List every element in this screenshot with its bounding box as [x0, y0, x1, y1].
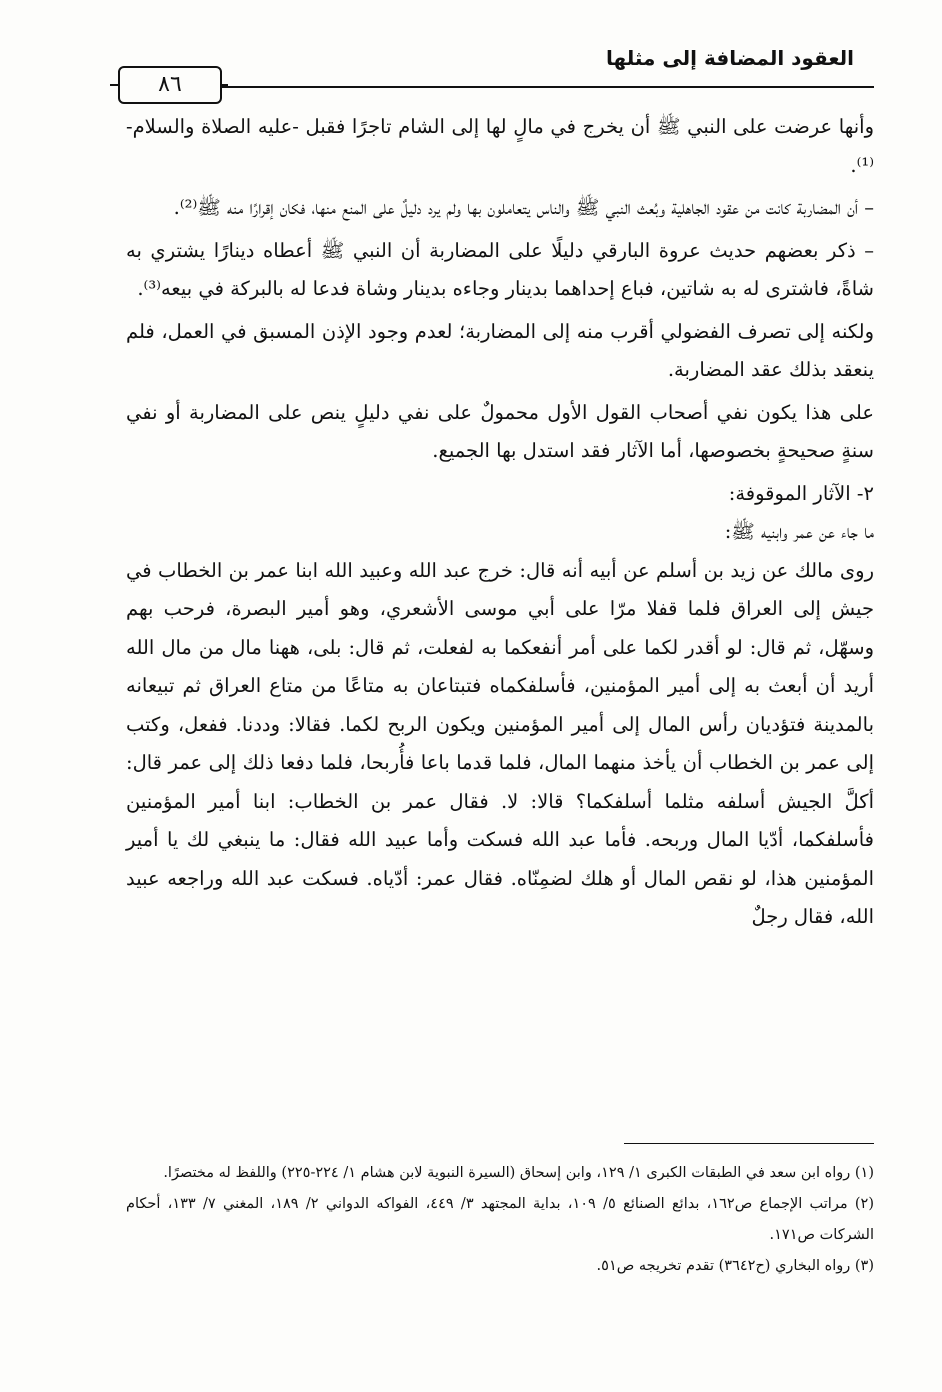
footnote: (٣) رواه البخاري (ح٣٦٤٢) تقدم تخريجه ص٥١. — [596, 1258, 874, 1274]
paragraph: روى مالك عن زيد بن أسلم عن أبيه أنه قال: خرج عبد الله وعبيد الله ابنا عمر بن الخطاب في جيش إلى العراق فلما قفلا مرّا على أبي موسى الأشعري، وهو أمير البصرة، فرحب بهم وسهّل، ثم قال: لو أقدر لكما على أمر أنفعكما به لفعلت، ثم قال: بلى، ههنا مال من مال الله أريد أن أبعث به إلى أمير المؤمنين، فأسلفكماه فتبتاعان به متاعًا من متاع العراق ثم تبيعانه بالمدينة فتؤديان رأس المال إلى أمير المؤمنين ويكون الربح لكما. فقالا: وددنا. ففعل، وكتب إلى عمر بن الخطاب أن يأخذ منهما المال، فلما قدما باعا فأُربحا، فلما دفعا ذلك إلى عمر قال: أكلَّ الجيش أسلفه مثلما أسلفكما؟ قالا: لا. فقال عمر بن الخطاب: ابنا أمير المؤمنين فأسلفكما، أدّيا المال وربحه. فأما عبد الله فسكت وأما عبيد الله فقال: ما ينبغي لك يا أمير المؤمنين هذا، لو نقص المال أو هلك لضمِنّاه. فقال عمر: أدّياه. فسكت عبد الله وراجعه عبيد الله، فقال رجلٌ — [126, 558, 874, 928]
paragraph: ولكنه إلى تصرف الفضولي أقرب منه إلى المضاربة؛ لعدم وجود الإذن المسبق في العمل، فلم ينعقد بذلك عقد المضاربة. — [126, 319, 874, 381]
page-number: ٨٦ — [118, 66, 222, 104]
subsection-heading: ما جاء عن عمر وابنيه ﷺ: — [724, 520, 874, 543]
paragraph: وأنها عرضت على النبي ﷺ أن يخرج في مالٍ لها إلى الشام تاجرًا فقبل -عليه الصلاة والسلام-⁽¹⁾. — [126, 115, 874, 177]
paragraph: على هذا يكون نفي أصحاب القول الأول محمولٌ على نفي دليلٍ ينص على المضاربة أو نفي سنةٍ صحيحةٍ بخصوصها، أما الآثار فقد استدل بها الجميع. — [126, 400, 874, 462]
body-text — [126, 108, 874, 941]
footnote: (٢) مراتب الإجماع ص١٦٢، بدائع الصنائع ٥/ ١٠٩، بداية المجتهد ٣/ ٤٤٩، الفواكه الدواني ٢/ ١٨٩، المغني ٧/ ١٣٣، أحكام الشركات ص١٧١. — [126, 1196, 874, 1243]
footnotes — [126, 1158, 874, 1282]
running-title: العقود المضافة إلى مثلها — [606, 46, 854, 70]
section-heading: ٢- الآثار الموقوفة: — [728, 481, 874, 505]
header-rule — [120, 86, 874, 88]
page-box-tick-left — [110, 84, 118, 86]
paragraph: – أن المضاربة كانت من عقود الجاهلية وبُعث النبي ﷺ والناس يتعاملون بها ولم يرد دليلٌ على المنع منها، فكان إقرارًا منه ﷺ⁽²⁾. — [173, 196, 874, 219]
footnote-separator — [624, 1143, 874, 1144]
paragraph: – ذكر بعضهم حديث عروة البارقي دليلًا على المضاربة أن النبي ﷺ أعطاه دينارًا يشتري به شاةً، فاشترى له به شاتين، فباع إحداهما بدينار وجاءه بدينار وشاة فدعا له بالبركة في بيعه⁽³⁾. — [126, 238, 874, 300]
footnote: (١) رواه ابن سعد في الطبقات الكبرى ١/ ١٢٩، وابن إسحاق (السيرة النبوية لابن هشام ١/ ٢٢٤-٢٢٥) واللفظ له مختصرًا. — [163, 1165, 874, 1181]
